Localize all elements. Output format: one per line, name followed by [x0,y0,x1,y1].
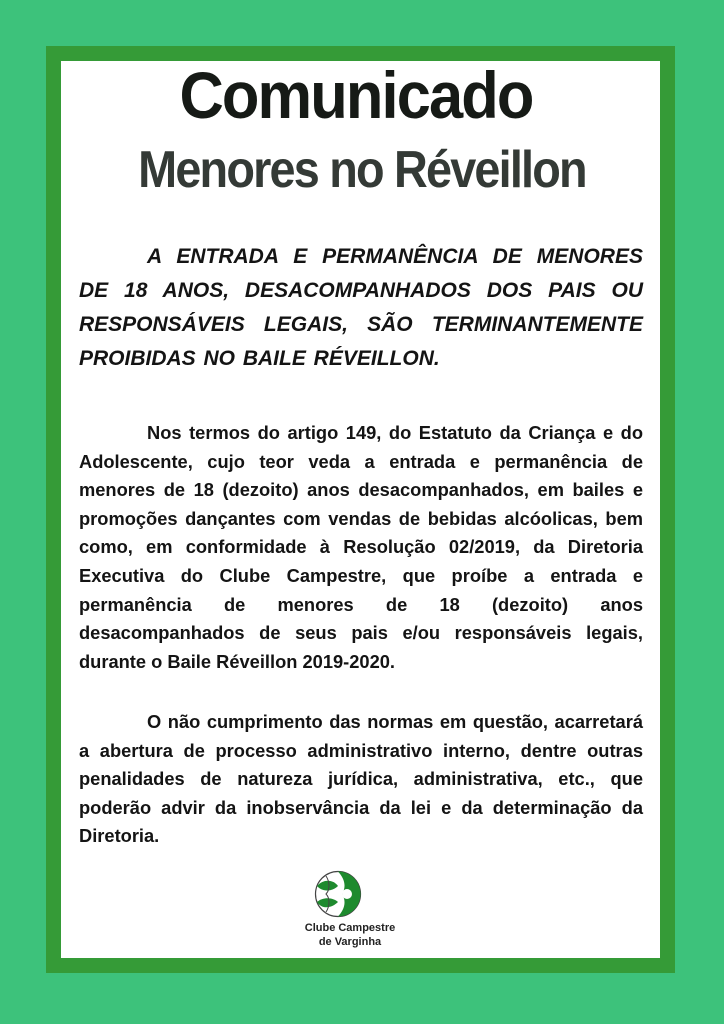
penalty-paragraph: O não cumprimento das normas em questão, acarretará a abertura de processo administrativo interno, dentre outras penalidades de natureza jurídica, administrativa, etc., que poderão advir da inobservância da lei e da determinação da Diretoria. [79,711,643,847]
club-emblem-icon [314,870,362,918]
legal-basis-paragraph: Nos termos do artigo 149, do Estatuto da Criança e do Adolescente, cujo teor veda a entrada e permanência de menores de 18 (dezoito) anos desacompanhados, em bailes e promoções dançantes com vendas de bebidas alcóolicas, bem como, em conformidade à Resolução 02/2019, da Diretoria Executiva do Clube Campestre, que proíbe a entrada e permanência de menores de 18 (dezoito) anos desacompanhados de seus pais e/ou responsáveis legais, durante o Baile Réveillon 2019-2020. [79,422,643,672]
club-name-line1: Clube Campestre [304,922,396,934]
page-subtitle: Menores no Réveillon [138,141,586,199]
page-title: Comunicado [179,58,533,132]
prohibition-statement: A ENTRADA E PERMANÊNCIA DE MENORES DE 18 ANOS, DESACOMPANHADOS DOS PAIS OU RESPONSÁVEIS LEGAIS, SÃO TERMINANTEMENTE PROIBIDAS NO BAILE RÉVEILLON. [79,245,643,370]
club-name-line2: de Varginha [318,936,382,948]
